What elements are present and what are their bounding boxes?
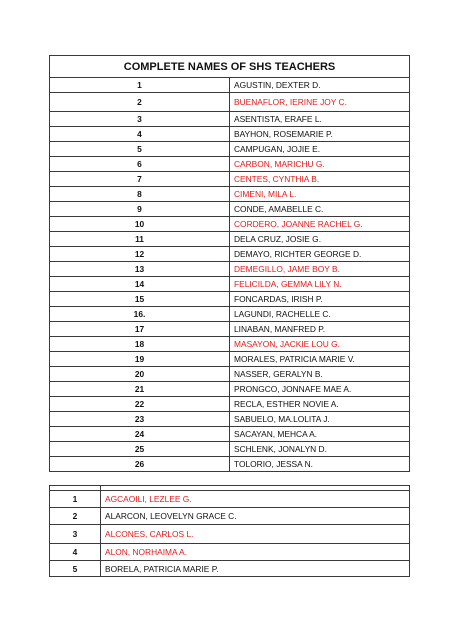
teachers-table-1 xyxy=(49,55,410,472)
teacher-name: DELA CRUZ, JOSIE G. xyxy=(230,232,410,247)
table-row xyxy=(50,142,410,157)
table-row xyxy=(50,427,410,442)
teacher-name: MORALES, PATRICIA MARIE V. xyxy=(230,352,410,367)
table-row xyxy=(50,247,410,262)
row-number: 7 xyxy=(50,172,230,187)
table-row xyxy=(50,397,410,412)
table-row xyxy=(50,187,410,202)
row-number: 17 xyxy=(50,322,230,337)
table-row xyxy=(50,561,410,577)
row-number: 4 xyxy=(50,544,101,561)
teacher-name: CONDE, AMABELLE C. xyxy=(230,202,410,217)
row-number: 3 xyxy=(50,525,101,544)
row-number: 5 xyxy=(50,142,230,157)
table-row xyxy=(50,442,410,457)
row-number: 26 xyxy=(50,457,230,472)
table-row xyxy=(50,157,410,172)
page-title: COMPLETE NAMES OF SHS TEACHERS xyxy=(50,56,410,78)
teacher-name: ALON, NORHAIMA A. xyxy=(101,544,410,561)
teacher-name: DEMEGILLO, JAME BOY B. xyxy=(230,262,410,277)
table-row xyxy=(50,78,410,93)
table-row xyxy=(50,93,410,112)
teacher-name: TOLORIO, JESSA N. xyxy=(230,457,410,472)
row-number: 2 xyxy=(50,508,101,525)
row-number: 25 xyxy=(50,442,230,457)
table-row xyxy=(50,337,410,352)
table-row xyxy=(50,232,410,247)
row-number: 22 xyxy=(50,397,230,412)
teacher-name: LAGUNDI, RACHELLE C. xyxy=(230,307,410,322)
teacher-name: CARBON, MARICHU G. xyxy=(230,157,410,172)
row-number: 24 xyxy=(50,427,230,442)
row-number: 9 xyxy=(50,202,230,217)
table-row xyxy=(50,202,410,217)
teacher-name: AGUSTIN, DEXTER D. xyxy=(230,78,410,93)
teacher-name: FELICILDA, GEMMA LILY N. xyxy=(230,277,410,292)
row-number: 3 xyxy=(50,112,230,127)
teacher-name: SACAYAN, MEHCA A. xyxy=(230,427,410,442)
teachers-table-2 xyxy=(49,485,410,577)
table-row xyxy=(50,491,410,508)
teacher-name: CORDERO, JOANNE RACHEL G. xyxy=(230,217,410,232)
teacher-name: CENTES, CYNTHIA B. xyxy=(230,172,410,187)
table-row xyxy=(50,127,410,142)
row-number: 4 xyxy=(50,127,230,142)
teacher-name: NASSER, GERALYN B. xyxy=(230,367,410,382)
teacher-name: SABUELO, MA.LOLITA J. xyxy=(230,412,410,427)
table-row xyxy=(50,277,410,292)
table-row xyxy=(50,112,410,127)
table-row xyxy=(50,508,410,525)
row-number: 21 xyxy=(50,382,230,397)
row-number: 23 xyxy=(50,412,230,427)
row-number: 14 xyxy=(50,277,230,292)
row-number: 19 xyxy=(50,352,230,367)
table-row xyxy=(50,457,410,472)
row-number: 1 xyxy=(50,78,230,93)
row-number: 15 xyxy=(50,292,230,307)
teacher-name: MASAYON, JACKIE LOU G. xyxy=(230,337,410,352)
table-row xyxy=(50,544,410,561)
table-row xyxy=(50,367,410,382)
teacher-name: DEMAYO, RICHTER GEORGE D. xyxy=(230,247,410,262)
teacher-name: BORELA, PATRICIA MARIE P. xyxy=(101,561,410,577)
title-row xyxy=(50,56,410,78)
teacher-name: ALCONES, CARLOS L. xyxy=(101,525,410,544)
teacher-name: BAYHON, ROSEMARIE P. xyxy=(230,127,410,142)
row-number: 11 xyxy=(50,232,230,247)
teacher-name: BUENAFLOR, IERINE JOY C. xyxy=(230,93,410,112)
teacher-name: CAMPUGAN, JOJIE E. xyxy=(230,142,410,157)
row-number: 18 xyxy=(50,337,230,352)
teacher-name: ASENTISTA, ERAFE L. xyxy=(230,112,410,127)
teacher-name: ALARCON, LEOVELYN GRACE C. xyxy=(101,508,410,525)
table-row xyxy=(50,172,410,187)
table-row xyxy=(50,352,410,367)
table-row xyxy=(50,307,410,322)
teacher-name: LINABAN, MANFRED P. xyxy=(230,322,410,337)
row-number: 12 xyxy=(50,247,230,262)
row-number: 2 xyxy=(50,93,230,112)
table-row xyxy=(50,322,410,337)
row-number: 20 xyxy=(50,367,230,382)
row-number: 13 xyxy=(50,262,230,277)
row-number: 5 xyxy=(50,561,101,577)
table-row xyxy=(50,412,410,427)
row-number: 6 xyxy=(50,157,230,172)
row-number: 16. xyxy=(50,307,230,322)
table-row xyxy=(50,525,410,544)
table-row xyxy=(50,382,410,397)
teacher-name: AGCAOILI, LEZLEE G. xyxy=(101,491,410,508)
table-row xyxy=(50,292,410,307)
table-row xyxy=(50,262,410,277)
teacher-name: FONCARDAS, IRISH P. xyxy=(230,292,410,307)
row-number: 8 xyxy=(50,187,230,202)
teacher-name: RECLA, ESTHER NOVIE A. xyxy=(230,397,410,412)
teacher-name: SCHLENK, JONALYN D. xyxy=(230,442,410,457)
row-number: 10 xyxy=(50,217,230,232)
teacher-name: CIMENI, MILA L. xyxy=(230,187,410,202)
teacher-name: PRONGCO, JONNAFE MAE A. xyxy=(230,382,410,397)
table-row xyxy=(50,217,410,232)
row-number: 1 xyxy=(50,491,101,508)
